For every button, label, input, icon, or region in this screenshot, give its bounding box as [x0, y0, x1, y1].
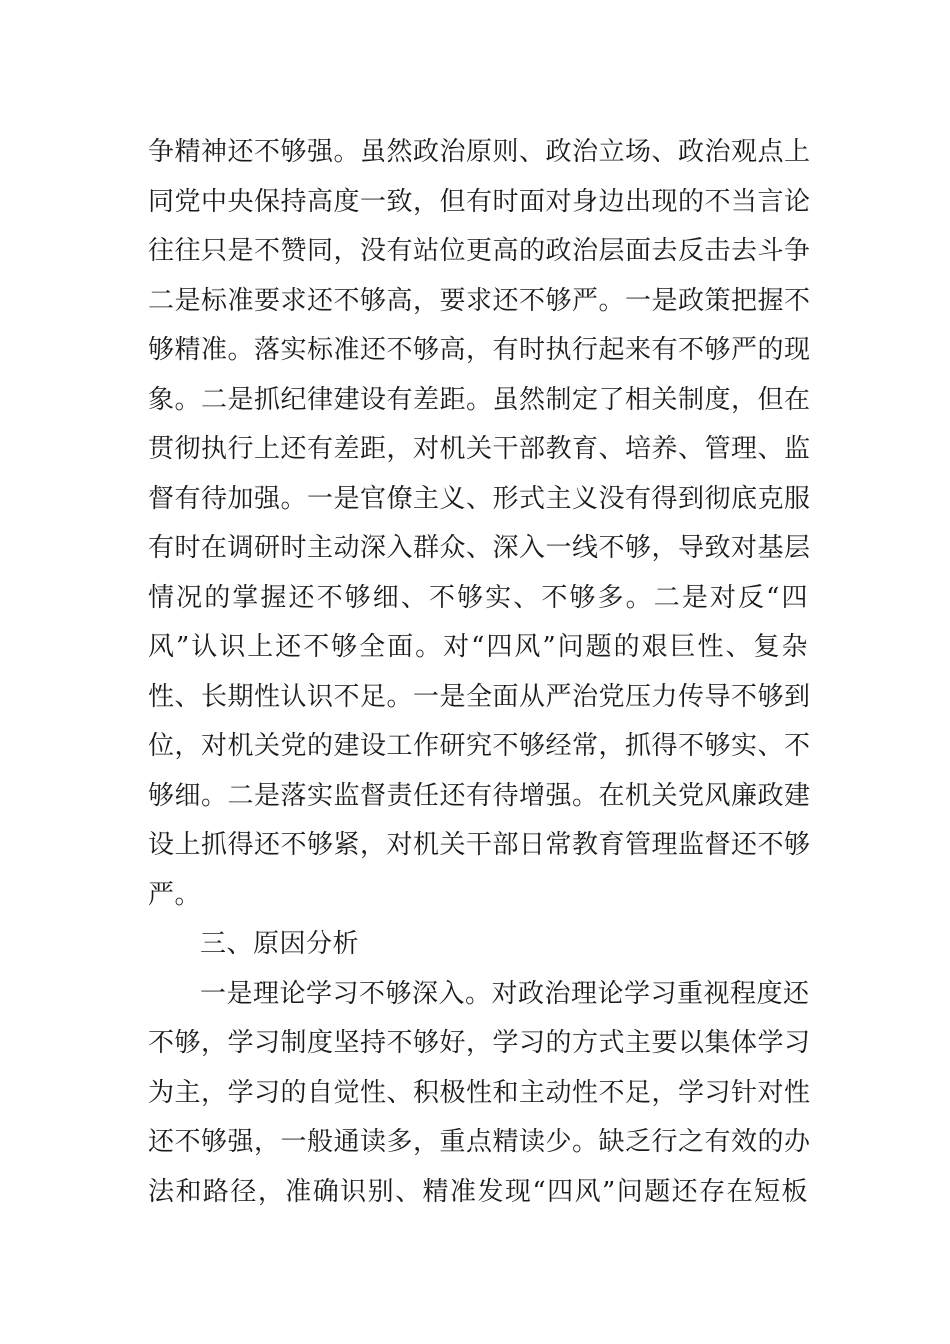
- text-line: 设上抓得还不够紧，对机关干部日常教育管理监督还不够: [148, 830, 811, 860]
- text-line: 够细。二是落实监督责任还有待增强。在机关党风廉政建: [148, 780, 811, 811]
- text-line: 二是标准要求还不够高，要求还不够严。一是政策把握不: [148, 285, 811, 316]
- text-line: 严。: [148, 879, 202, 910]
- text-line: 有时在调研时主动深入群众、深入一线不够，导致对基层: [148, 533, 811, 563]
- text-line: 为主，学习的自觉性、积极性和主动性不足，学习针对性: [148, 1077, 811, 1108]
- text-line: 够精准。落实标准还不够高，有时执行起来有不够严的现: [148, 335, 811, 365]
- text-line: 风”认识上还不够全面。对“四风”问题的艰巨性、复杂: [148, 632, 808, 662]
- text-line: 位，对机关党的建设工作研究不够经常，抓得不够实、不: [148, 731, 811, 761]
- text-line: 争精神还不够强。虽然政治原则、政治立场、政治观点上: [148, 137, 811, 167]
- text-line: 还不够强，一般通读多，重点精读少。缺乏行之有效的办: [148, 1127, 811, 1157]
- text-line: 督有待加强。一是官僚主义、形式主义没有得到彻底克服: [148, 483, 811, 514]
- text-line: 一是理论学习不够深入。对政治理论学习重视程度还: [200, 978, 810, 1009]
- text-line: 情况的掌握还不够细、不够实、不够多。二是对反“四: [148, 582, 808, 613]
- text-line: 同党中央保持高度一致，但有时面对身边出现的不当言论: [148, 186, 811, 217]
- text-line: 法和路径，准确识别、精准发现“四风”问题还存在短板: [148, 1176, 808, 1207]
- text-line: 性、长期性认识不足。一是全面从严治党压力传导不够到: [148, 681, 811, 712]
- text-line: 象。二是抓纪律建设有差距。虽然制定了相关制度，但在: [148, 384, 811, 415]
- document-body: [148, 128, 811, 1217]
- section-heading: 三、原因分析: [200, 929, 360, 959]
- text-line: 不够，学习制度坚持不够好，学习的方式主要以集体学习: [148, 1028, 811, 1058]
- text-line: 往往只是不赞同，没有站位更高的政治层面去反击去斗争: [148, 236, 811, 266]
- text-line: 贯彻执行上还有差距，对机关干部教育、培养、管理、监: [148, 434, 811, 464]
